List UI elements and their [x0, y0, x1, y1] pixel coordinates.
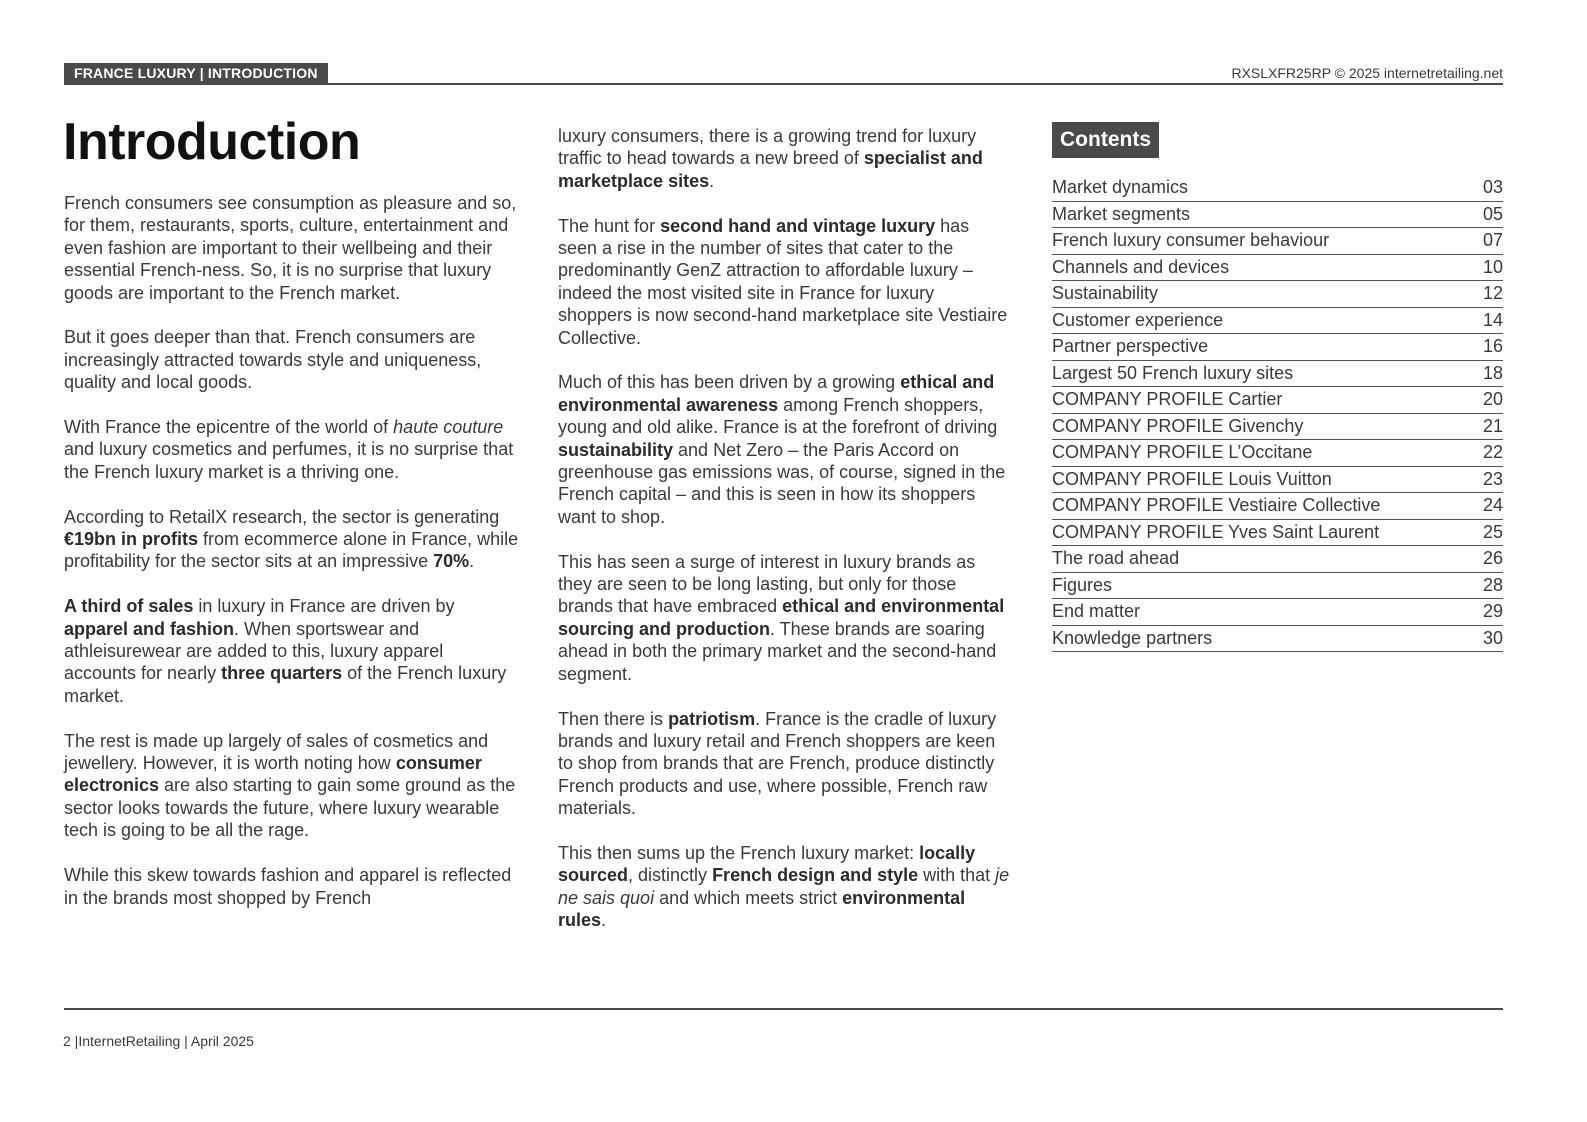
bold-text: second hand and vintage luxury [660, 215, 936, 236]
contents-item-label: Partner perspective [1052, 336, 1209, 356]
text-run: This has seen a surge of interest in luxury brands as they are seen to be long lasting, but only for those brands that have embraced [558, 551, 976, 617]
body-paragraph [64, 864, 519, 909]
contents-item-page: 24 [1482, 495, 1503, 515]
body-paragraph [64, 326, 519, 393]
contents-item-label: Customer experience [1052, 309, 1224, 330]
bold-text: specialist and marketplace sites [558, 148, 983, 191]
contents-item-label: The road ahead [1052, 548, 1180, 568]
text-run: has seen a rise in the number of sites that cater to the predominantly GenZ attraction to affordable luxury – indeed the most visited site in France for luxury shoppers is now second-hand marketplace site Vestiaire Collective. [558, 215, 1008, 348]
text-run: with that [918, 865, 996, 886]
text-run: in luxury in France are driven by [193, 596, 455, 617]
contents-item-page: 10 [1482, 256, 1503, 277]
footer-text: 2 |InternetRetailing | April 2025 [63, 1033, 254, 1049]
contents-item[interactable] [1052, 308, 1503, 335]
text-run: This then sums up the French luxury market: [558, 842, 920, 863]
contents-item-page: 21 [1482, 415, 1503, 436]
bold-text: consumer electronics [64, 753, 482, 796]
contents-item[interactable] [1052, 202, 1503, 229]
contents-item[interactable] [1052, 626, 1503, 653]
text-run: . [601, 910, 607, 931]
contents-item-label: COMPANY PROFILE Yves Saint Laurent [1052, 521, 1380, 542]
text-run: French consumers see consumption as pleasure and so, for them, restaurants, sports, culture, entertainment and even fashion are important to their wellbeing and their essential French-ness. So, it is no surprise that luxury goods are important to the French market. [64, 193, 517, 303]
bold-text: patriotism [668, 708, 756, 729]
body-paragraph [558, 215, 1013, 349]
bold-text: A third of sales [64, 596, 194, 617]
footer-divider [64, 1008, 1503, 1010]
text-run: luxury consumers, there is a growing trend for luxury traffic to head towards a new breed of [558, 126, 977, 169]
text-run: With France the epicentre of the world of [64, 417, 394, 438]
contents-item-page: 29 [1482, 601, 1503, 621]
text-run: But it goes deeper than that. French consumers are increasingly attracted towards style and uniqueness, quality and local goods. [64, 327, 482, 393]
text-run: . [469, 551, 475, 572]
contents-item[interactable] [1052, 361, 1503, 388]
text-run: The hunt for [558, 215, 661, 236]
contents-item-label: Knowledge partners [1052, 627, 1213, 648]
bold-text: French design and style [712, 865, 919, 886]
text-run: , distinctly [628, 865, 713, 886]
contents-item-page: 16 [1482, 336, 1503, 356]
contents-item[interactable] [1052, 334, 1503, 361]
text-run: are also starting to gain some ground as the sector looks towards the future, where luxury wearable tech is going to be all the rage. [64, 775, 516, 841]
body-paragraph [558, 125, 1013, 192]
contents-item-page: 26 [1482, 548, 1503, 568]
text-run: . [709, 170, 715, 191]
bold-text: ethical and environmental awareness [558, 372, 995, 415]
contents-item[interactable] [1052, 255, 1503, 282]
body-paragraph [64, 506, 519, 573]
text-run: among French shoppers, young and old alike. France is at the forefront of driving [558, 394, 998, 438]
body-paragraph [64, 192, 519, 304]
body-column-1 [64, 192, 519, 931]
contents-item-page: 05 [1482, 203, 1503, 224]
contents-item[interactable] [1052, 414, 1503, 441]
contents-item-label: End matter [1052, 601, 1141, 621]
contents-item-label: COMPANY PROFILE L’Occitane [1052, 442, 1313, 462]
header-divider [64, 83, 1503, 85]
text-run: and luxury cosmetics and perfumes, it is no surprise that the French luxury market is a thriving one. [64, 439, 514, 482]
contents-item-label: COMPANY PROFILE Cartier [1052, 389, 1283, 409]
contents-item[interactable] [1052, 228, 1503, 255]
contents-item-label: Market segments [1052, 203, 1191, 224]
bold-text: apparel and fashion [64, 618, 235, 639]
text-run: and which meets strict [654, 887, 843, 908]
bold-text: sustainability [558, 439, 674, 460]
page-title: Introduction [63, 113, 361, 171]
contents-item-label: Largest 50 French luxury sites [1052, 362, 1294, 383]
text-run: of the French luxury market. [64, 663, 507, 706]
contents-item[interactable] [1052, 281, 1503, 308]
body-paragraph [64, 730, 519, 842]
contents-item-page: 22 [1482, 442, 1503, 462]
contents-item[interactable] [1052, 440, 1503, 467]
contents-item-label: French luxury consumer behaviour [1052, 230, 1330, 250]
contents-item[interactable] [1052, 387, 1503, 414]
contents-item-page: 28 [1482, 574, 1503, 595]
body-paragraph [558, 371, 1013, 528]
text-run: While this skew towards fashion and apparel is reflected in the brands most shopped by French [64, 865, 512, 908]
text-run: . These brands are soaring ahead in both the primary market and the second-hand segment. [558, 618, 997, 684]
contents-item[interactable] [1052, 467, 1503, 494]
text-run: and Net Zero – the Paris Accord on greenhouse gas emissions was, of course, signed in the French capital – and this is seen in how its shoppers want to shop. [558, 439, 1006, 527]
contents-item-label: Market dynamics [1052, 177, 1189, 197]
contents-item[interactable] [1052, 493, 1503, 520]
contents-heading: Contents [1052, 122, 1159, 158]
section-tag: FRANCE LUXURY | INTRODUCTION [64, 63, 328, 84]
text-run: from ecommerce alone in France, while profitability for the sector sits at an impressive [64, 529, 519, 572]
contents-item-page: 14 [1482, 309, 1503, 330]
contents-item-page: 23 [1482, 468, 1503, 489]
contents-list [1052, 175, 1503, 652]
body-column-2 [558, 125, 1013, 954]
contents-item-page: 03 [1482, 177, 1503, 197]
body-paragraph [64, 595, 519, 707]
body-paragraph [64, 416, 519, 483]
bold-text: locally sourced [558, 842, 976, 886]
bold-text: three quarters [221, 663, 343, 684]
contents-item[interactable] [1052, 520, 1503, 547]
bold-text: €19bn in profits [64, 529, 199, 550]
contents-item[interactable] [1052, 546, 1503, 573]
text-run: Much of this has been driven by a growing [558, 372, 901, 393]
contents-item[interactable] [1052, 573, 1503, 600]
text-run: Then there is [558, 708, 669, 729]
italic-text: je ne sais quoi [558, 865, 1010, 908]
bold-text: 70% [433, 551, 470, 572]
bold-text: environmental rules [558, 887, 966, 931]
contents-item-page: 12 [1482, 283, 1503, 303]
body-paragraph [558, 842, 1013, 932]
contents-item-label: Figures [1052, 574, 1113, 595]
text-run: . When sportswear and athleisurewear are added to this, luxury apparel accounts for nearly [64, 618, 444, 684]
bold-text: ethical and environmental sourcing and production [558, 596, 1005, 639]
report-reference: RXSLXFR25RP © 2025 internetretailing.net [1231, 65, 1503, 81]
contents-item-label: Channels and devices [1052, 256, 1230, 277]
contents-item-page: 07 [1482, 230, 1503, 250]
contents-item-label: COMPANY PROFILE Givenchy [1052, 415, 1304, 436]
contents-item-page: 30 [1482, 627, 1503, 648]
contents-item-label: COMPANY PROFILE Louis Vuitton [1052, 468, 1332, 489]
contents-item-label: Sustainability [1052, 283, 1159, 303]
contents-item-page: 20 [1482, 389, 1503, 409]
contents-item-page: 25 [1482, 521, 1503, 542]
body-paragraph [558, 708, 1013, 820]
text-run: . France is the cradle of luxury brands and luxury retail and French shoppers are keen to shop from brands that are French, produce distinctly French products and use, where possible, French raw materials. [558, 708, 997, 819]
body-paragraph [558, 551, 1013, 685]
contents-item[interactable] [1052, 599, 1503, 626]
italic-text: haute couture [393, 417, 504, 438]
text-run: According to RetailX research, the sector is generating [64, 506, 500, 527]
contents-item[interactable] [1052, 175, 1503, 202]
contents-item-page: 18 [1482, 362, 1503, 383]
text-run: The rest is made up largely of sales of cosmetics and jewellery. However, it is worth noting how [64, 730, 489, 774]
contents-item-label: COMPANY PROFILE Vestiaire Collective [1052, 495, 1381, 515]
